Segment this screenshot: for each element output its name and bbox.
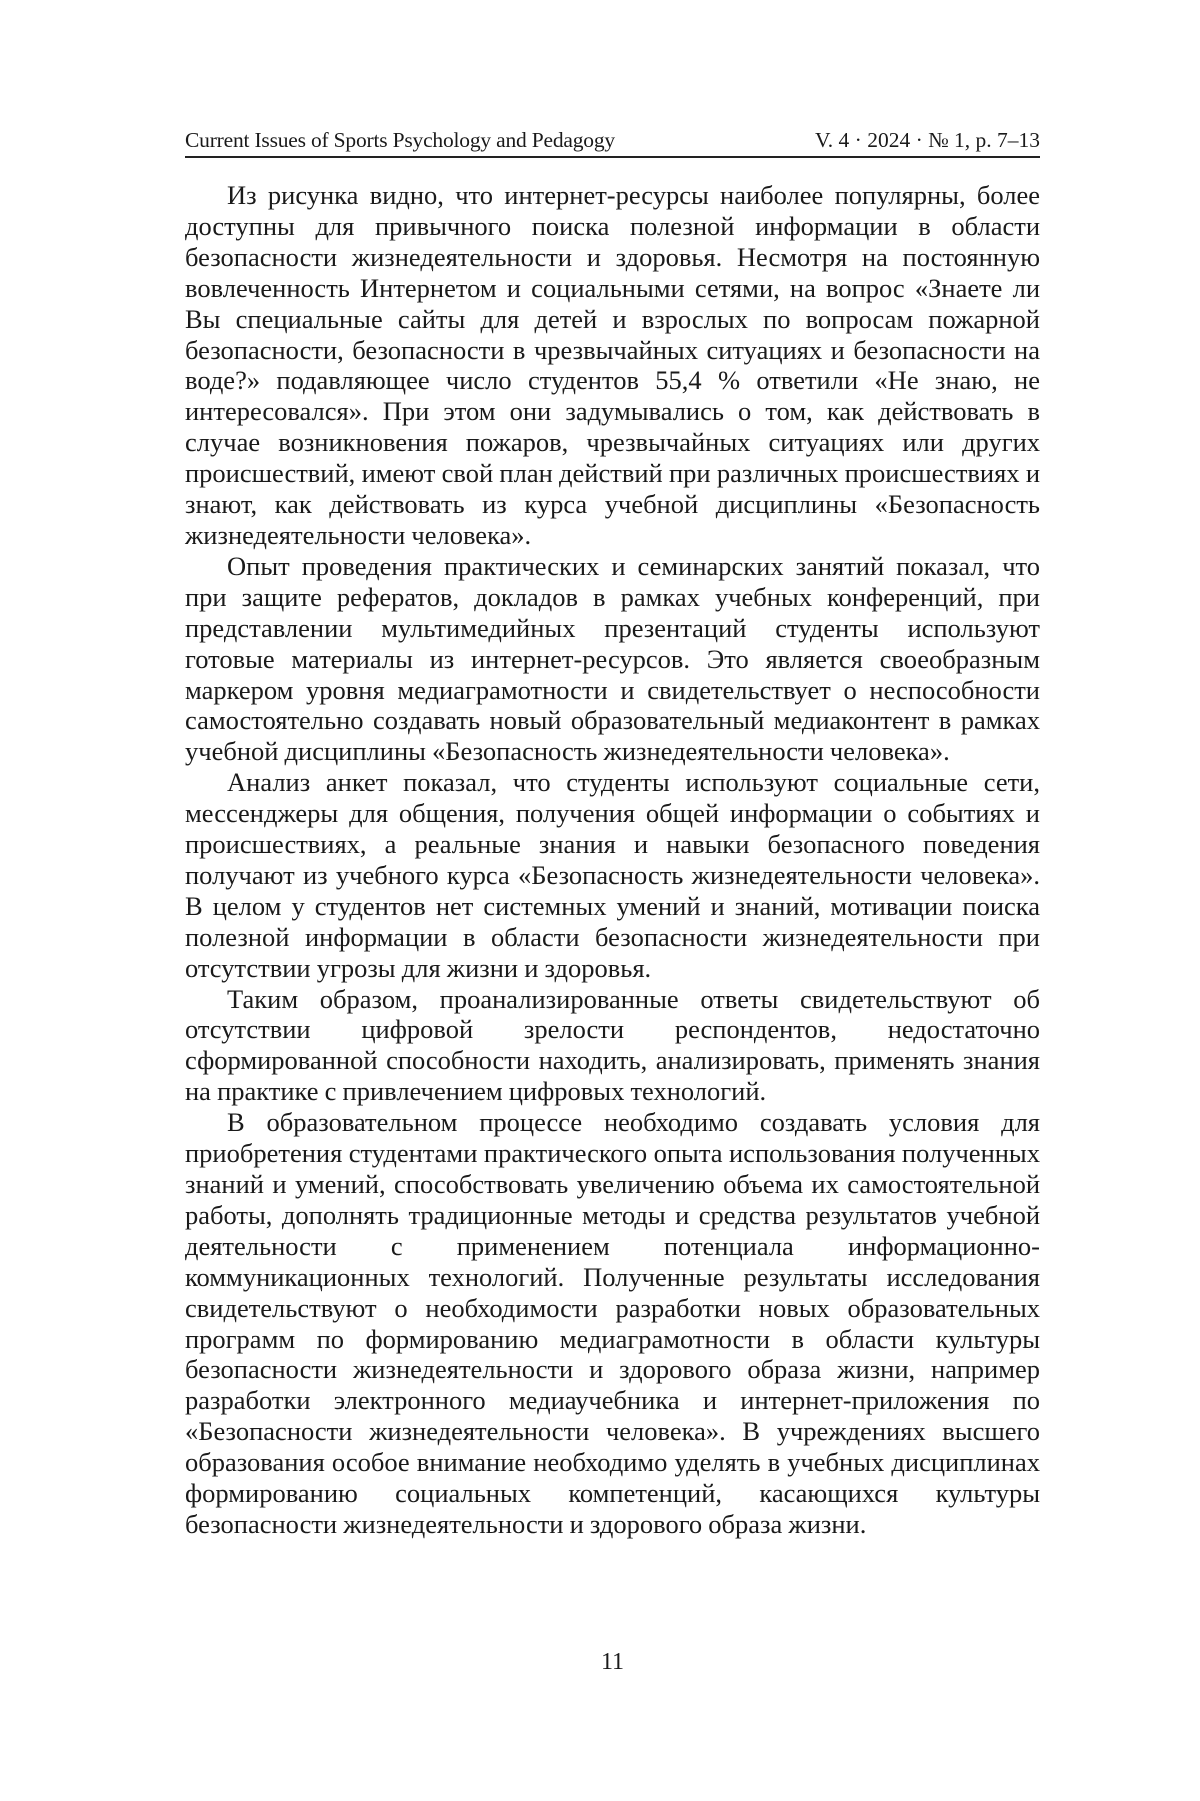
journal-title: Current Issues of Sports Psychology and Pedagogy	[185, 128, 615, 152]
paragraph-1: Из рисунка видно, что интернет-ресурсы наиболее популярны, более доступны для привычного поиска полезной информации в области безопасности жизнедеятельности и здоровья. Несмотря на постоянную вовлеченность Интернетом и социальными сетями, на вопрос «Знаете ли Вы специальные сайты для детей и взрослых по вопросам пожарной безопасности, безопасности в чрезвычайных ситуациях и безопасности на воде?» подавляющее число студентов 55,4 % ответили «Не знаю, не интересовался». При этом они задумывались о том, как действовать в случае возникновения пожаров, чрезвычайных ситуациях или других происшествий, имеют свой план действий при различных происшествиях и знают, как действовать из курса учебной дисциплины «Безопасность жизнедеятельности человека».	[185, 180, 1040, 550]
paragraph-2: Опыт проведения практических и семинарских занятий показал, что при защите рефератов, докладов в рамках учебных конференций, при представлении мультимедийных презентаций студенты используют готовые материалы из интернет-ресурсов. Это является своеобразным маркером уровня медиаграмотности и свидетельствует о неспособности самостоятельно создавать новый образовательный медиаконтент в рамках учебной дисциплины «Безопасность жизнедеятельности человека».	[185, 550, 1040, 767]
page-number: 11	[600, 1649, 625, 1675]
paragraph-5: В образовательном процессе необходимо создавать условия для приобретения студентами практического опыта использования полученных знаний и умений, способствовать увеличению объема их самостоятельной работы, дополнять традиционные методы и средства результатов учебной деятельности с применением потенциала информационно-коммуникационных технологий. Полученные результаты исследования свидетельствуют о необходимости разработки новых образовательных программ по формированию медиаграмотности в области культуры безопасности жизнедеятельности и здорового образа жизни, например разработки электронного медиаучебника и интернет-приложения по «Безопасности жизнедеятельности человека». В учреждениях высшего образования особое внимание необходимо уделять в учебных дисциплинах формированию социальных компетенций, касающихся культуры безопасности жизнедеятельности и здорового образа жизни.	[185, 1107, 1040, 1539]
article-body	[185, 180, 1040, 1540]
paragraph-4: Таким образом, проанализированные ответы свидетельствуют об отсутствии цифровой зрелости респондентов, недостаточно сформированной способности находить, анализировать, применять знания на практике с привлечением цифровых технологий.	[185, 983, 1040, 1107]
issue-info: V. 4 · 2024 · № 1, p. 7–13	[815, 128, 1040, 152]
running-header	[185, 128, 1040, 158]
paragraph-3: Анализ анкет показал, что студенты используют социальные сети, мессенджеры для общения, получения общей информации о событиях и происшествиях, а реальные знания и навыки безопасного поведения получают из учебного курса «Безопасность жизнедеятельности человека». В целом у студентов нет системных умений и знаний, мотивации поиска полезной информации в области безопасности жизнедеятельности при отсутствии угрозы для жизни и здоровья.	[185, 767, 1040, 983]
